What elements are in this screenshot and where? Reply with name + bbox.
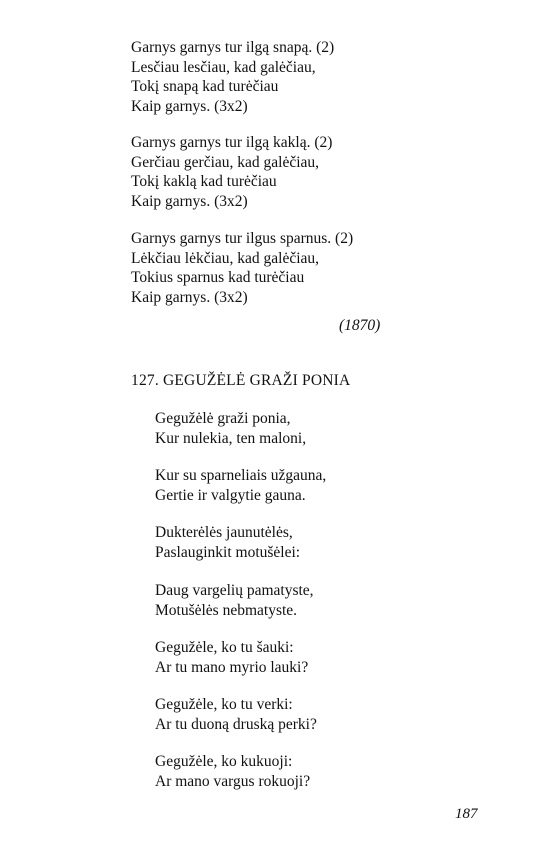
page-number: 187 bbox=[455, 806, 478, 822]
poem-title: 127. GEGUŽĖLĖ GRAŽI PONIA bbox=[131, 372, 351, 389]
poem-line: Garnys garnys tur ilgą kaklą. (2) bbox=[131, 134, 333, 151]
poem-line: Kur nulekia, ten maloni, bbox=[155, 429, 307, 447]
poem-line: Tokį kaklą kad turėčiau bbox=[131, 173, 277, 191]
poem-line: Gegužėle, ko tu verki: bbox=[155, 696, 293, 713]
poem-line: Paslauginkit motušėlei: bbox=[155, 543, 301, 561]
poem-line: Gegužėle, ko kukuoji: bbox=[155, 753, 293, 770]
poem2-stanza-3 bbox=[155, 523, 300, 562]
poem1-stanza-3 bbox=[131, 229, 353, 307]
poem1-stanza-2 bbox=[131, 133, 332, 211]
poem-line: Gertie ir valgytie gauna. bbox=[155, 486, 306, 504]
poem2-stanza-1 bbox=[155, 409, 306, 448]
poem-line: Kaip garnys. (3x2) bbox=[131, 97, 248, 115]
poem-line: Ar tu mano myrio lauki? bbox=[155, 658, 309, 676]
poem-date: (1870) bbox=[339, 317, 381, 334]
poem-line: Garnys garnys tur ilgus sparnus. (2) bbox=[131, 230, 354, 247]
poem-line: Dukterėlės jaunutėlės, bbox=[155, 524, 293, 541]
poem-line: Daug vargelių pamatyste, bbox=[155, 582, 314, 599]
poem-line: Ar tu duoną druską perki? bbox=[155, 715, 317, 733]
poem-line: Kaip garnys. (3x2) bbox=[131, 288, 248, 306]
poem2-stanza-6 bbox=[155, 695, 317, 734]
poem1-stanza-1 bbox=[131, 38, 334, 116]
poem-line: Kaip garnys. (3x2) bbox=[131, 192, 248, 210]
poem-line: Gegužėle, ko tu šauki: bbox=[155, 639, 294, 656]
poem-line: Lėkčiau lėkčiau, kad galėčiau, bbox=[131, 249, 320, 267]
poem-line: Tokius sparnus kad turėčiau bbox=[131, 269, 305, 287]
poem-line: Gegužėlė graži ponia, bbox=[155, 410, 291, 427]
poem2-stanza-5 bbox=[155, 638, 308, 677]
poem-line: Tokį snapą kad turėčiau bbox=[131, 78, 279, 96]
poem2-stanza-7 bbox=[155, 752, 310, 791]
poem-line: Motušėlės nebmatyste. bbox=[155, 601, 298, 619]
poem-line: Lesčiau lesčiau, kad galėčiau, bbox=[131, 58, 316, 76]
poem2-stanza-4 bbox=[155, 581, 314, 620]
poem2-stanza-2 bbox=[155, 466, 326, 505]
poem-line: Garnys garnys tur ilgą snapą. (2) bbox=[131, 39, 335, 56]
poem-line: Ar mano vargus rokuoji? bbox=[155, 772, 311, 790]
poem-line: Kur su sparneliais užgauna, bbox=[155, 467, 327, 484]
poem-line: Gerčiau gerčiau, kad galėčiau, bbox=[131, 153, 320, 171]
